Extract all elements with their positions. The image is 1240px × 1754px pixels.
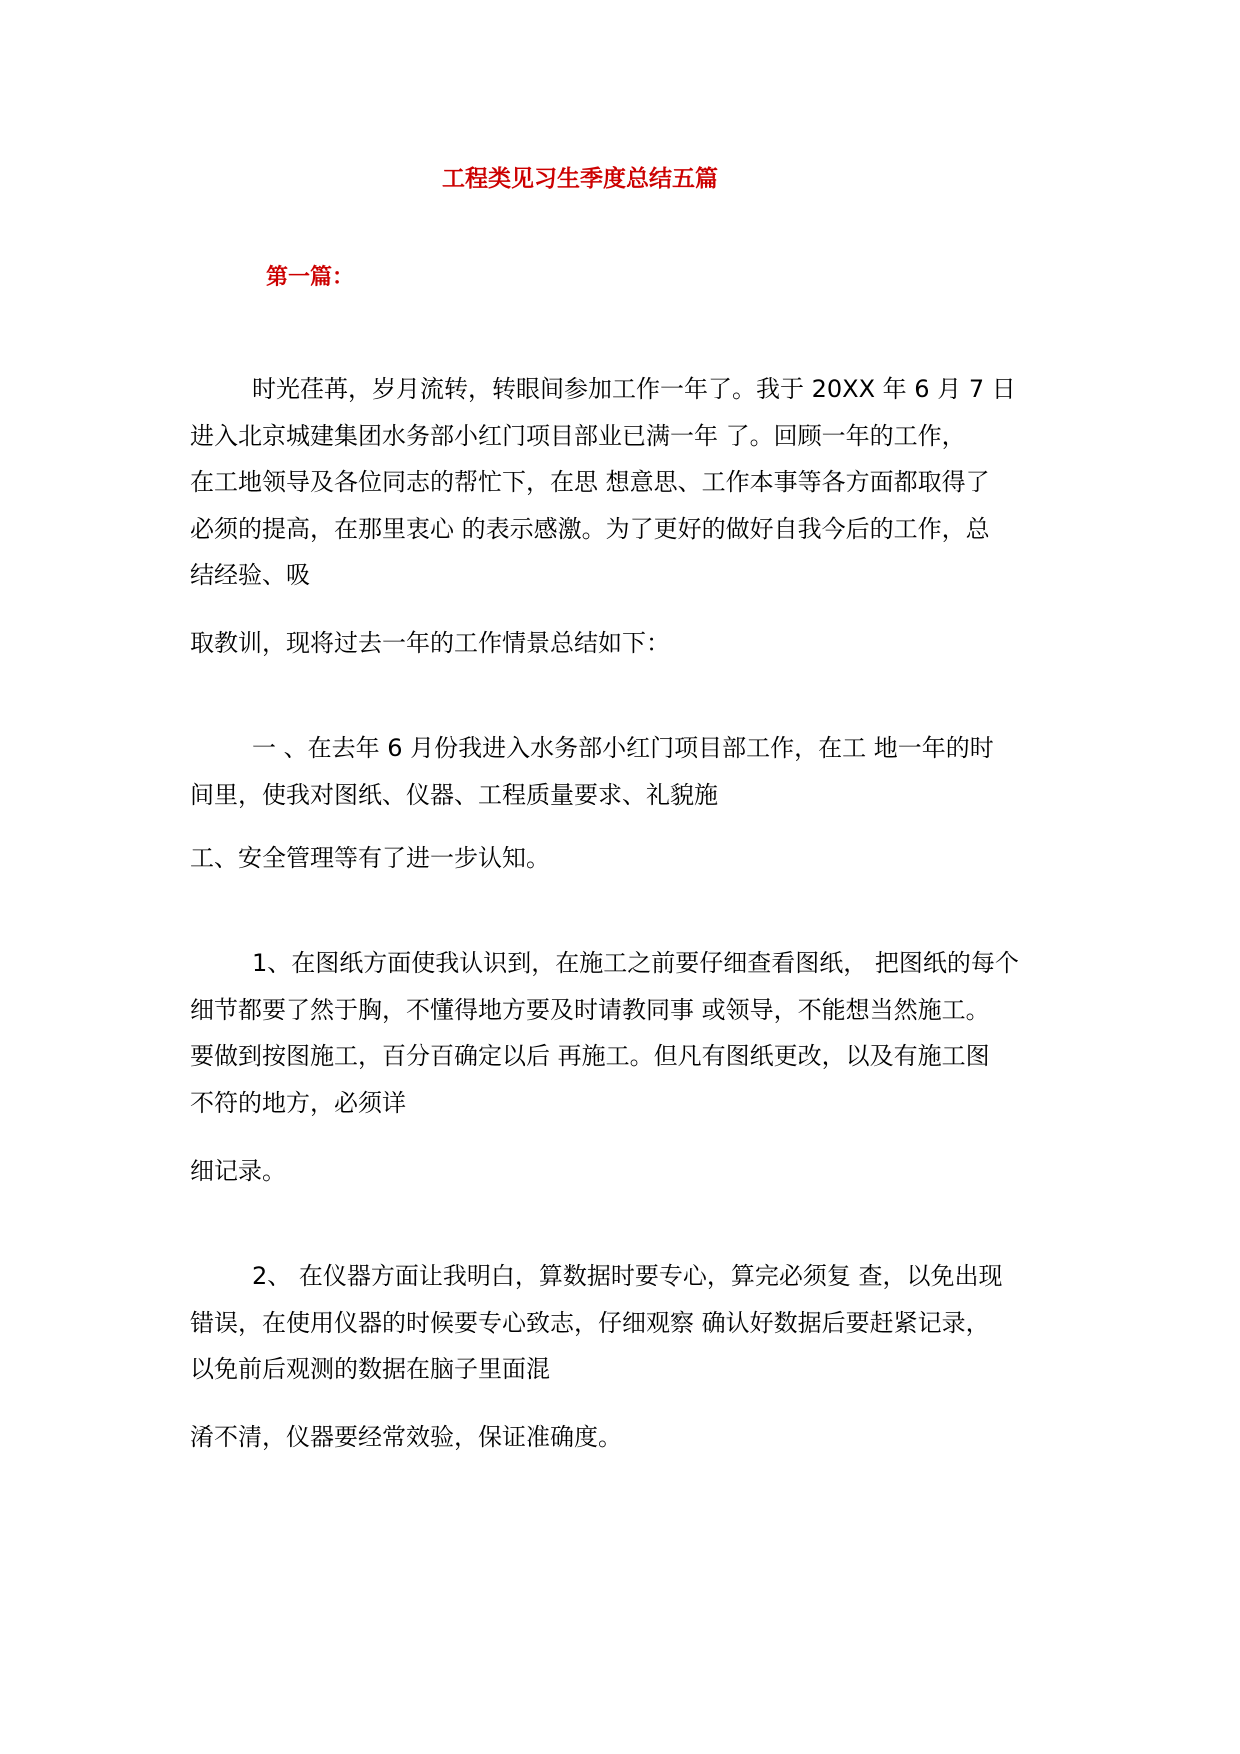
paragraph-line: 工、安全管理等有了进一步认知。 [190, 844, 550, 872]
paragraph-1 [190, 366, 1060, 599]
paragraph-line: 进入北京城建集团水务部小红门项目部业已满一年 了。回顾一年的工作， [190, 421, 966, 450]
paragraph-line: 必须的提高，在那里衷心 的表示感激。为了更好的做好自我今后的工作，总 [190, 514, 990, 543]
paragraph-line: 细记录。 [190, 1157, 286, 1185]
paragraph-line: 要做到按图施工，百分百确定以后 再施工。但凡有图纸更改，以及有施工图 [190, 1042, 990, 1070]
paragraph-7 [190, 1253, 1060, 1393]
paragraph-2 [190, 620, 1060, 667]
paragraph-3 [190, 725, 1060, 818]
paragraph-4 [190, 835, 1060, 882]
paragraph-line: 细节都要了然于胸，不懂得地方要及时请教同事 或领导，不能想当然施工。 [190, 995, 990, 1024]
paragraph-line: 在工地领导及各位同志的帮忙下，在思 想意思、工作本事等各方面都取得了 [190, 468, 990, 496]
paragraph-line: 结经验、吸 [190, 561, 310, 589]
paragraph-line: 以免前后观测的数据在脑子里面混 [190, 1355, 550, 1383]
paragraph-line: 淆不清，仪器要经常效验，保证准确度。 [190, 1423, 622, 1451]
paragraph-line: 2、 在仪器方面让我明白，算数据时要专心，算完必须复 查，以免出现 [252, 1262, 1003, 1290]
paragraph-8 [190, 1414, 1060, 1461]
document-title: 工程类见习生季度总结五篇 [442, 166, 718, 192]
section-heading: 第一篇： [266, 265, 355, 290]
paragraph-line: 1、在图纸方面使我认识到，在施工之前要仔细查看图纸， 把图纸的每个 [252, 949, 1019, 977]
paragraph-6 [190, 1148, 1060, 1195]
paragraph-line: 取教训，现将过去一年的工作情景总结如下： [190, 629, 670, 657]
paragraph-5 [190, 940, 1060, 1126]
paragraph-line: 一 、在去年 6 月份我进入水务部小红门项目部工作，在工 地一年的时 [252, 734, 994, 762]
paragraph-line: 时光荏苒，岁月流转，转眼间参加工作一年了。我于 20XX 年 6 月 7 日 [252, 375, 1016, 403]
paragraph-line: 不符的地方，必须详 [190, 1088, 406, 1117]
paragraph-line: 错误，在使用仪器的时候要专心致志，仔细观察 确认好数据后要赶紧记录， [190, 1308, 990, 1337]
paragraph-line: 间里，使我对图纸、仪器、工程质量要求、礼貌施 [190, 780, 718, 809]
